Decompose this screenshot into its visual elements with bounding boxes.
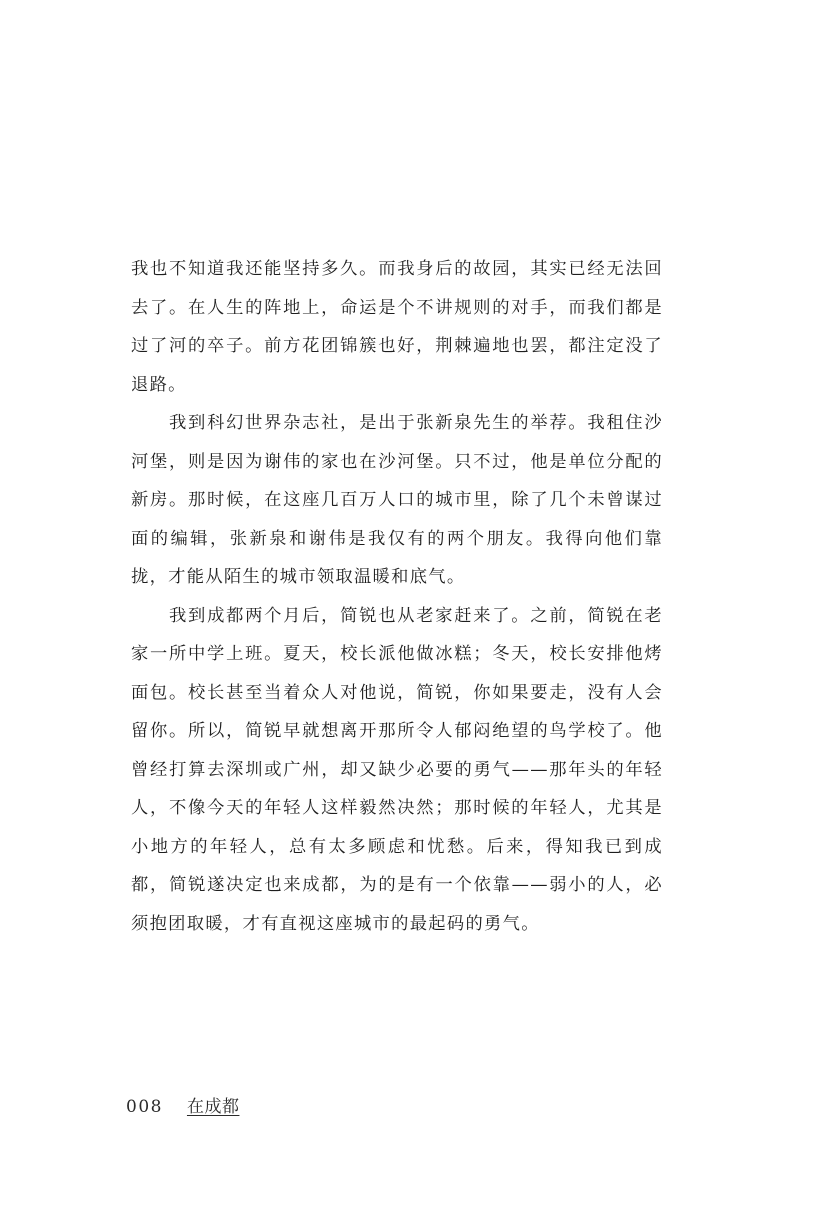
body-text xyxy=(131,250,663,943)
paragraph: 我到成都两个月后，简锐也从老家赶来了。之前，简锐在老家一所中学上班。夏天，校长派他做冰糕；冬天，校长安排他烤面包。校长甚至当着众人对他说，简锐，你如果要走，没有人会留你。所以，简锐早就想离开那所令人郁闷绝望的鸟学校了。他曾经打算去深圳或广州，却又缺少必要的勇气——那年头的年轻人，不像今天的年轻人这样毅然决然；那时候的年轻人，尤其是小地方的年轻人，总有太多顾虑和忧愁。后来，得知我已到成都，简锐遂决定也来成都，为的是有一个依靠——弱小的人，必须抱团取暖，才有直视这座城市的最起码的勇气。 xyxy=(131,605,663,934)
page-footer xyxy=(126,1092,239,1117)
running-title: 在成都 xyxy=(186,1097,240,1117)
page-number: 008 xyxy=(126,1097,163,1117)
paragraph: 我到科幻世界杂志社，是出于张新泉先生的举荐。我租住沙河堡，则是因为谢伟的家也在沙河堡。只不过，他是单位分配的新房。那时候，在这座几百万人口的城市里，除了几个未曾谋过面的编辑，张新泉和谢伟是我仅有的两个朋友。我得向他们靠拢，才能从陌生的城市领取温暖和底气。 xyxy=(131,413,663,587)
paragraph: 我也不知道我还能坚持多久。而我身后的故园，其实已经无法回去了。在人生的阵地上，命运是个不讲规则的对手，而我们都是过了河的卒子。前方花团锦簇也好，荆棘遍地也罢，都注定没了退路。 xyxy=(131,259,663,395)
